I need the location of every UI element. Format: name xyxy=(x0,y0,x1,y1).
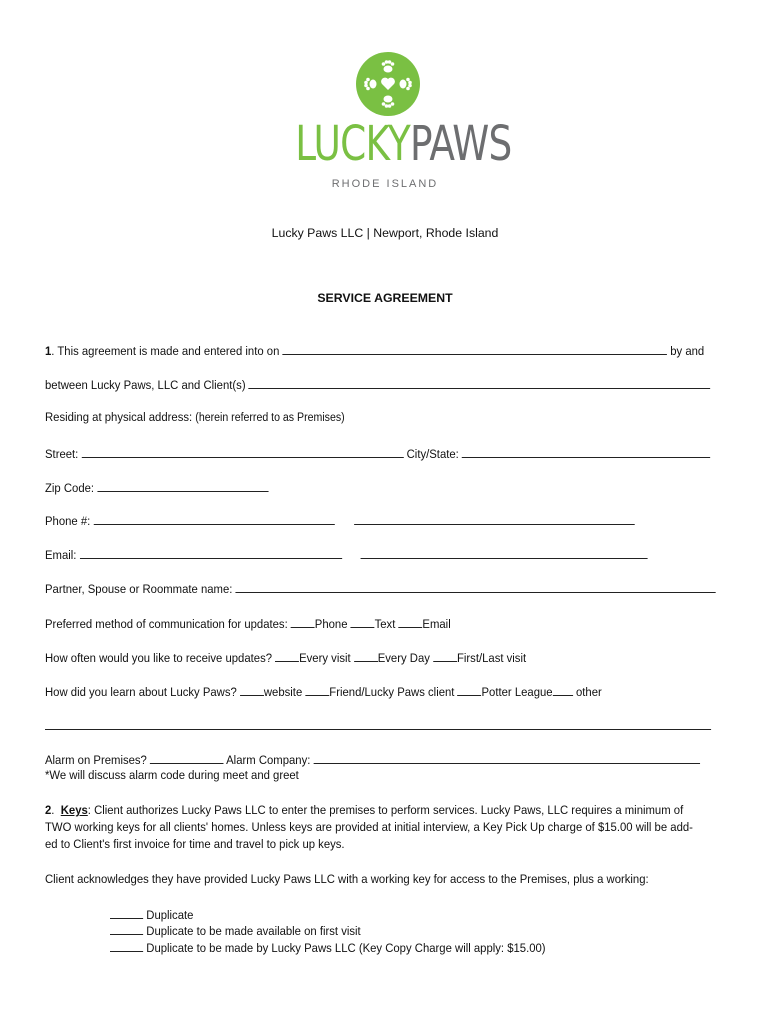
option-website: website xyxy=(263,685,303,699)
keys-line-3: ed to Client's first invoice for time and travel to pick up keys. xyxy=(45,837,345,851)
client-line xyxy=(45,376,711,392)
communication-line xyxy=(45,615,451,631)
option-every-day: Every Day xyxy=(377,651,430,665)
referral-line xyxy=(45,683,602,699)
street-label: Street: xyxy=(45,447,79,461)
alarm-company-blank[interactable] xyxy=(314,751,700,764)
alarm-premises-blank[interactable] xyxy=(150,751,224,764)
logo-word-paws: PAWS xyxy=(410,116,512,172)
duplicate-label-2: Duplicate to be made available on first visit xyxy=(146,924,361,938)
email-label: Email: xyxy=(45,548,77,562)
keys-line-2: TWO working keys for all clients' homes. Unless keys are provided at initial interview, a Key Pick Up charge of $15.00 will be add- xyxy=(45,820,693,834)
duplicate-blank-1[interactable] xyxy=(110,906,143,919)
between-label: between Lucky Paws, LLC and Client(s) xyxy=(45,378,246,392)
header-line: Lucky Paws LLC | Newport, Rhode Island xyxy=(271,226,499,240)
duplicate-option-3 xyxy=(110,939,546,955)
duplicate-blank-3[interactable] xyxy=(110,939,143,952)
referral-detail-blank[interactable] xyxy=(45,717,711,730)
alarm-line xyxy=(45,751,700,767)
option-text: Text xyxy=(374,617,396,631)
street-blank[interactable] xyxy=(81,445,403,458)
client-name-blank[interactable] xyxy=(249,376,711,389)
keys-label: Keys xyxy=(60,803,88,817)
city-state-label: City/State: xyxy=(406,447,459,461)
logo-word-lucky: LUCKY xyxy=(295,116,411,172)
duplicate-label-3: Duplicate to be made by Lucky Paws LLC (Key Copy Charge will apply: $15.00) xyxy=(146,941,546,955)
zip-label: Zip Code: xyxy=(45,481,95,495)
document-title: SERVICE AGREEMENT xyxy=(317,291,453,305)
residing-line xyxy=(45,410,345,424)
partner-blank[interactable] xyxy=(236,580,716,593)
email-blank-2[interactable] xyxy=(361,546,648,559)
paw-circle-icon xyxy=(356,52,420,116)
agreement-intro: . This agreement is made and entered into on xyxy=(51,344,280,358)
phone-blank-2[interactable] xyxy=(354,512,635,525)
option-email: Email xyxy=(422,617,451,631)
residing-note: (herein referred to as Premises) xyxy=(195,412,345,424)
address-line xyxy=(45,445,710,461)
phone-blank-1[interactable] xyxy=(93,512,334,525)
every-day-blank[interactable] xyxy=(354,649,378,662)
residing-label: Residing at physical address: xyxy=(45,410,193,424)
duplicate-option-2 xyxy=(110,922,361,938)
text-option-blank[interactable] xyxy=(351,615,375,628)
how-often-label: How often would you like to receive updates? xyxy=(45,651,273,665)
partner-label: Partner, Spouse or Roommate name: xyxy=(45,582,233,596)
potter-blank[interactable] xyxy=(458,683,482,696)
frequency-line xyxy=(45,649,526,665)
referral-detail-line xyxy=(45,717,711,733)
email-blank-1[interactable] xyxy=(80,546,342,559)
logo-subtitle: RHODE ISLAND xyxy=(331,178,439,190)
city-state-blank[interactable] xyxy=(462,445,710,458)
duplicate-option-1 xyxy=(110,906,193,922)
option-first-last: First/Last visit xyxy=(456,651,527,665)
email-line xyxy=(45,546,648,562)
alarm-note: *We will discuss alarm code during meet and greet xyxy=(45,768,299,782)
other-blank[interactable] xyxy=(553,683,573,696)
friend-blank[interactable] xyxy=(305,683,329,696)
duplicate-blank-2[interactable] xyxy=(110,922,143,935)
option-other: other xyxy=(575,685,602,699)
pref-method-label: Preferred method of communication for updates: xyxy=(45,617,288,631)
phone-label: Phone #: xyxy=(45,514,91,528)
phone-line xyxy=(45,512,634,528)
website-blank[interactable] xyxy=(240,683,264,696)
agreement-intro-end: by and xyxy=(670,344,705,358)
alarm-premises-label: Alarm on Premises? xyxy=(45,753,147,767)
lucky-paws-logo xyxy=(270,50,512,200)
agreement-date-line xyxy=(45,342,704,358)
date-blank[interactable] xyxy=(283,342,668,355)
acknowledge-line: Client acknowledges they have provided Lucky Paws LLC with a working key for access to the Premises, plus a working: xyxy=(45,872,649,886)
alarm-company-label: Alarm Company: xyxy=(226,753,311,767)
option-potter: Potter League xyxy=(481,685,553,699)
zip-line xyxy=(45,479,268,495)
option-friend: Friend/Lucky Paws client xyxy=(329,685,455,699)
keys-line-1: 2. Keys: Client authorizes Lucky Paws LLC to enter the premises to perform services. Lucky Paws, LLC requires a minimum of xyxy=(45,803,684,817)
section-number: 1 xyxy=(45,344,52,358)
section-2-number: 2 xyxy=(45,803,52,817)
option-every-visit: Every visit xyxy=(299,651,351,665)
duplicate-label-1: Duplicate xyxy=(146,908,194,922)
zip-blank[interactable] xyxy=(97,479,268,492)
option-phone: Phone xyxy=(314,617,348,631)
email-option-blank[interactable] xyxy=(398,615,422,628)
phone-option-blank[interactable] xyxy=(291,615,315,628)
every-visit-blank[interactable] xyxy=(275,649,299,662)
keys-text-1: : Client authorizes Lucky Paws LLC to enter the premises to perform services. Lucky Paws, LLC requires a minimum of xyxy=(87,803,684,817)
partner-line xyxy=(45,580,716,596)
logo-wordmark xyxy=(295,115,512,173)
how-learn-label: How did you learn about Lucky Paws? xyxy=(45,685,237,699)
first-last-blank[interactable] xyxy=(433,649,457,662)
